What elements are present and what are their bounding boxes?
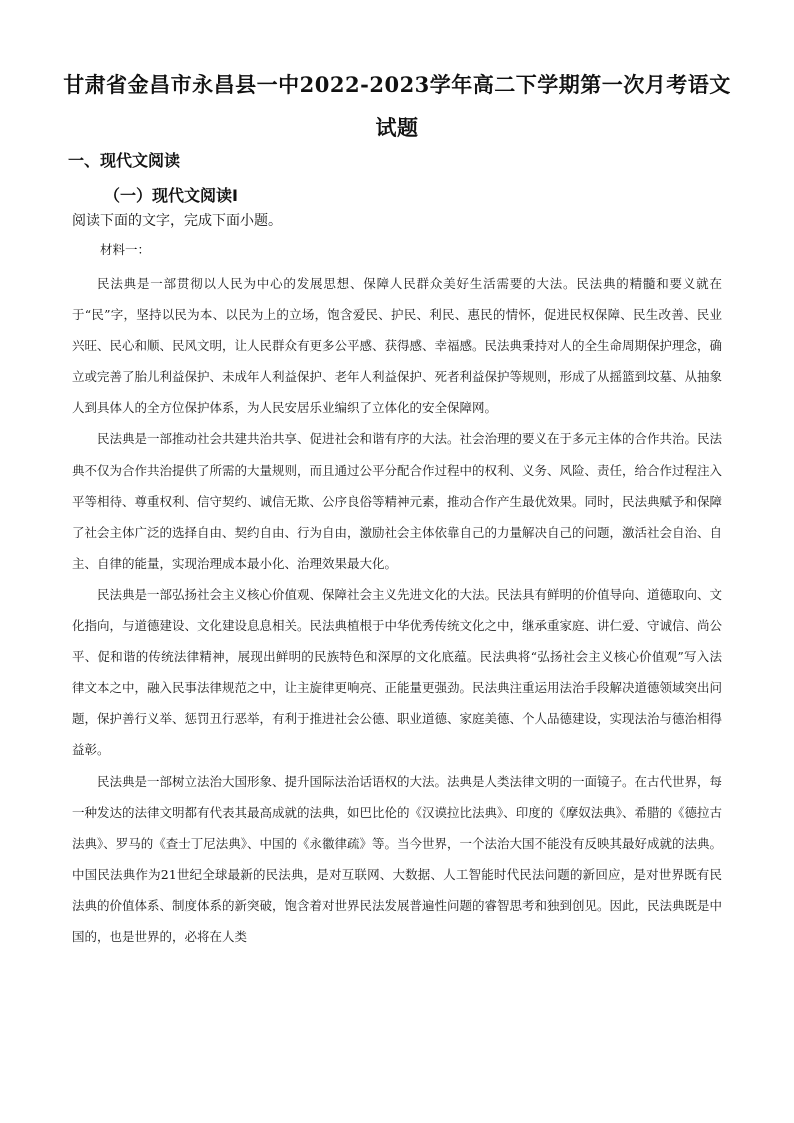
section-heading-modern-reading: 一、现代文阅读 — [68, 151, 181, 170]
subsection-heading-reading-1: （一）现代文阅读Ⅰ — [104, 186, 238, 205]
paragraph-3: 民法典是一部弘扬社会主义核心价值观、保障社会主义先进文化的大法。民法具有鲜明的价值导向、道德取向、文化指向，与道德建设、文化建设息息相关。民法典植根于中华优秀传统文化之中，继承重家庭、讲仁爱、守诚信、尚公平、促和谐的传统法律精神，展现出鲜明的民族特色和深厚的文化底蕴。民法典将“弘扬社会主义核心价值观”写入法律文本之中，融入民事法律规范之中，让主旋律更响亮、正能量更强劲。民法典注重运用法治手段解决道德领域突出问题，保护善行义举、惩罚丑行恶举，有利于推进社会公德、职业道德、家庭美德、个人品德建设，实现法治与德治相得益彰。 — [72, 586, 723, 758]
document-title-line-1: 甘肃省金昌市永昌县一中2022-2023学年高二下学期第一次月考语文 — [63, 72, 731, 97]
paragraph-4: 民法典是一部树立法治大国形象、提升国际法治话语权的大法。法典是人类法律文明的一面镜子。在古代世界，每一种发达的法律文明都有代表其最高成就的法典，如巴比伦的《汉谟拉比法典》、印度的《摩奴法典》、希腊的《德拉古法典》、罗马的《查士丁尼法典》、中国的《永徽律疏》等。当今世界，一个法治大国不能没有反映其最好成就的法典。中国民法典作为21世纪全球最新的民法典，是对互联网、大数据、人工智能时代民法问题的新回应，是对世界既有民法典的价值体系、制度体系的新突破，饱含着对世界民法发展普遍性问题的睿智思考和独到创见。因此，民法典既是中国的，也是世界的，必将在人类 — [72, 773, 723, 944]
material-label: 材料一： — [100, 242, 151, 257]
paragraph-1: 民法典是一部贯彻以人民为中心的发展思想、保障人民群众美好生活需要的大法。民法典的精髓和要义就在于“民”字，坚持以民为本、以民为上的立场，饱含爱民、护民、利民、惠民的情怀，促进民权保障、民生改善、民业兴旺、民心和顺、民风文明，让人民群众有更多公平感、获得感、幸福感。民法典秉持对人的全生命周期保护理念，确立或完善了胎儿利益保护、未成年人利益保护、老年人利益保护、死者利益保护等规则，形成了从摇篮到坟墓、从抽象人到具体人的全方位保护体系，为人民安居乐业编织了立体化的安全保障网。 — [72, 276, 723, 416]
reading-instruction: 阅读下面的文字，完成下面小题。 — [72, 213, 282, 229]
document-title-line-2: 试题 — [375, 115, 419, 140]
paragraph-2: 民法典是一部推动社会共建共治共享、促进社会和谐有序的大法。社会治理的要义在于多元主体的合作共治。民法典不仅为合作共治提供了所需的大量规则，而且通过公平分配合作过程中的权利、义务、风险、责任，给合作过程注入平等相待、尊重权利、信守契约、诚信无欺、公序良俗等精神元素，推动合作产生最优效果。同时，民法典赋予和保障了社会主体广泛的选择自由、契约自由、行为自由，激励社会主体依靠自己的力量解决自己的问题，激活社会自治、自主、自律的能量，实现治理成本最小化、治理效果最大化。 — [72, 431, 723, 571]
article-body — [72, 268, 722, 952]
